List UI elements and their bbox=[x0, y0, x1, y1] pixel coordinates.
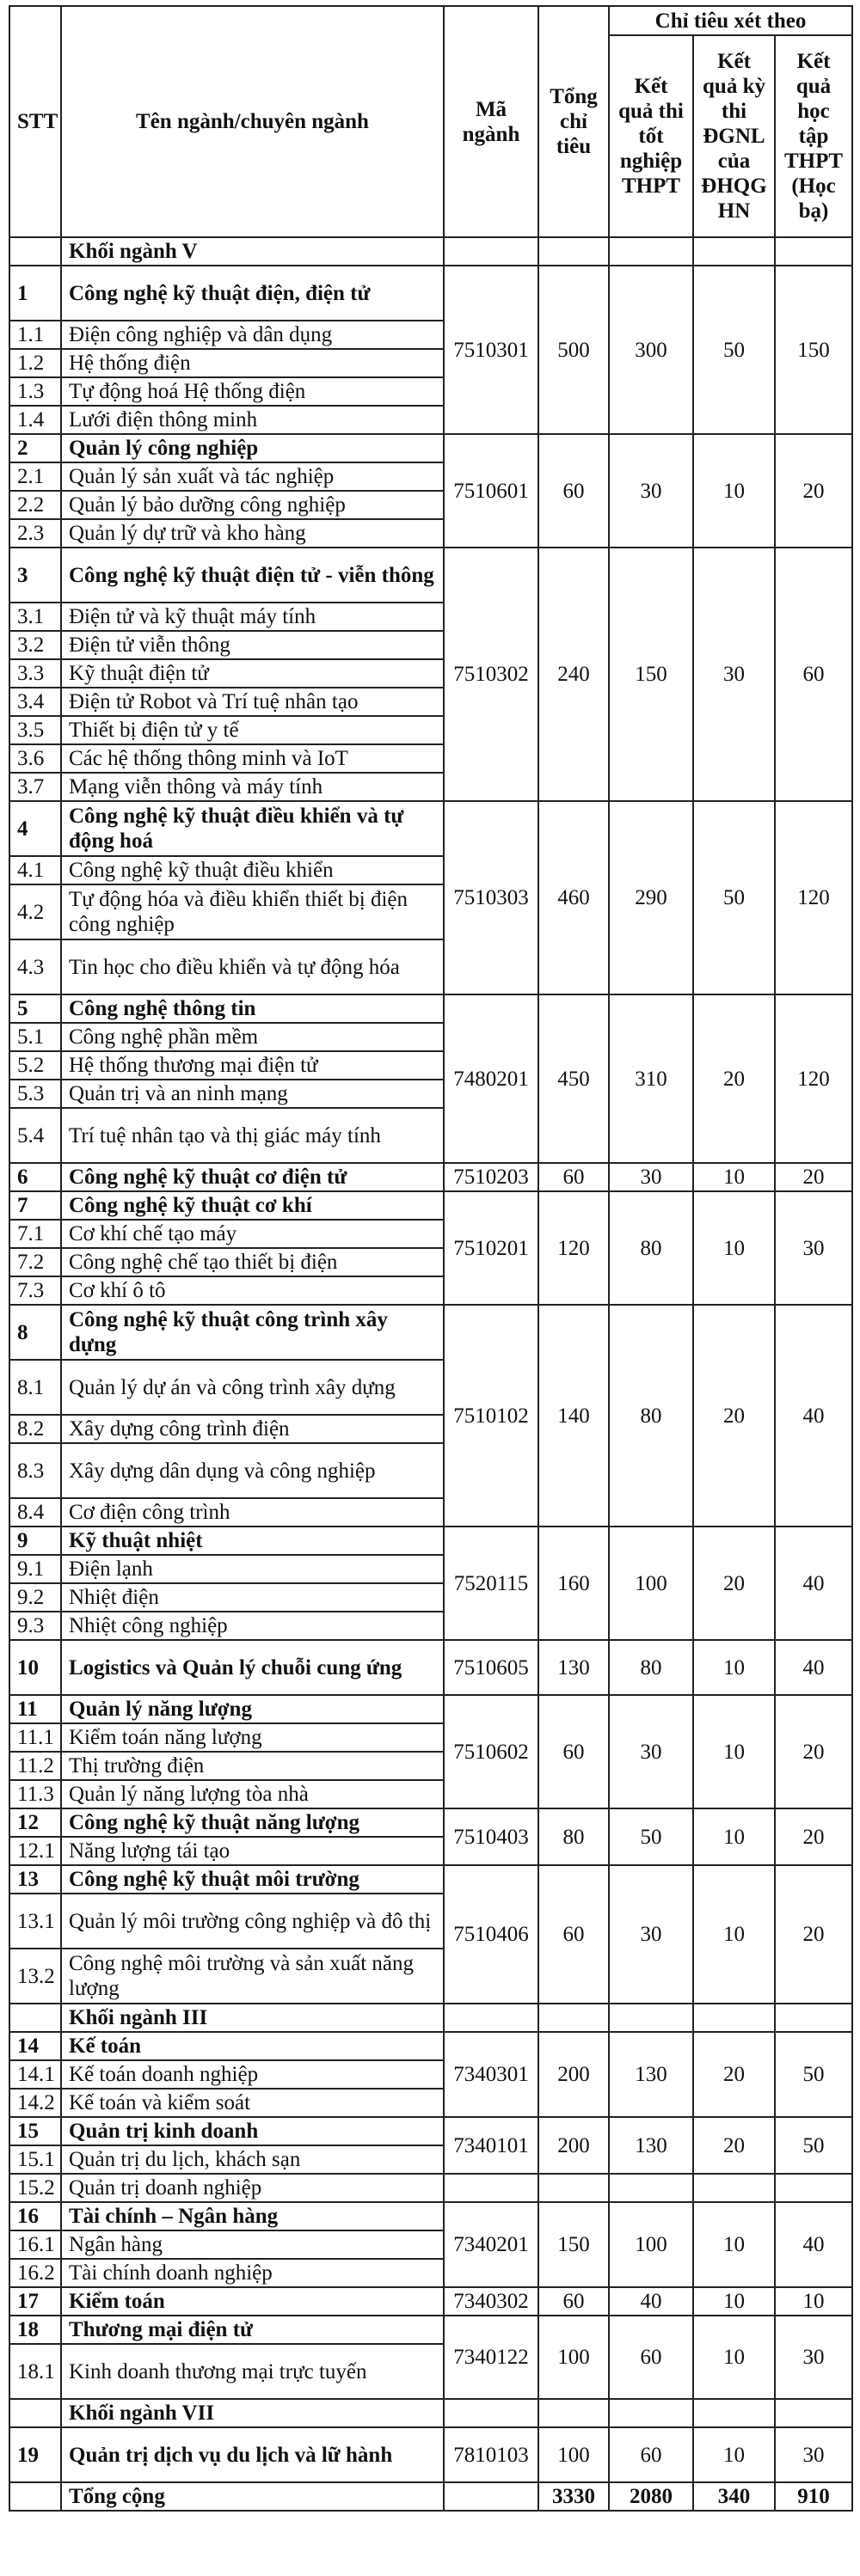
subject-name: Xây dựng dân dụng và công nghiệp bbox=[61, 1443, 444, 1498]
code-cell: 7520115 bbox=[444, 1527, 538, 1640]
stt-cell: 12 bbox=[9, 1808, 61, 1837]
table-row bbox=[9, 2287, 852, 2316]
dgnl-value: 20 bbox=[693, 2117, 775, 2174]
stt-cell: 4.3 bbox=[9, 939, 61, 994]
table-row bbox=[9, 994, 852, 1023]
header-thpt: Kết quả thi tốt nghiệp THPT bbox=[609, 35, 693, 237]
table-row bbox=[9, 2202, 852, 2230]
subject-name: Công nghệ chế tạo thiết bị điện bbox=[61, 1248, 444, 1276]
stt-cell: 2.3 bbox=[9, 519, 61, 548]
stt-cell: 5.1 bbox=[9, 1023, 61, 1051]
subject-name: Mạng viễn thông và máy tính bbox=[61, 773, 444, 801]
subject-name: Kinh doanh thương mại trực tuyến bbox=[61, 2344, 444, 2399]
hocba-value: 30 bbox=[775, 2316, 852, 2399]
total-value: 60 bbox=[538, 2287, 609, 2316]
subject-name: Công nghệ môi trường và sản xuất năng lượng bbox=[61, 1949, 444, 2004]
thpt-value: 50 bbox=[609, 1808, 693, 1865]
total-value: 200 bbox=[538, 2032, 609, 2117]
total-value: 100 bbox=[538, 2427, 609, 2482]
thpt-value: 80 bbox=[609, 1640, 693, 1695]
stt-cell: 3.5 bbox=[9, 716, 61, 744]
empty-cell bbox=[693, 2004, 775, 2032]
subject-name: Điện tử và kỹ thuật máy tính bbox=[61, 603, 444, 631]
stt-cell: 5.2 bbox=[9, 1051, 61, 1080]
empty-cell bbox=[444, 2174, 538, 2202]
stt-cell: 14.1 bbox=[9, 2060, 61, 2089]
hocba-value: 60 bbox=[775, 548, 852, 801]
dgnl-value: 340 bbox=[693, 2482, 775, 2511]
stt-cell: 1.1 bbox=[9, 321, 61, 349]
stt-cell: 5.3 bbox=[9, 1080, 61, 1108]
subject-name: Nhiệt công nghiệp bbox=[61, 1612, 444, 1640]
major-name: Quản trị dịch vụ du lịch và lữ hành bbox=[61, 2427, 444, 2482]
stt-cell: 2 bbox=[9, 434, 61, 462]
code-cell: 7510102 bbox=[444, 1305, 538, 1527]
major-name: Công nghệ kỹ thuật cơ điện tử bbox=[61, 1163, 444, 1191]
group-name: Khối ngành III bbox=[61, 2004, 444, 2032]
table-row bbox=[9, 2316, 852, 2344]
stt-cell: 6 bbox=[9, 1163, 61, 1191]
subject-name: Công nghệ kỹ thuật điều khiển bbox=[61, 856, 444, 884]
subject-name: Kế toán doanh nghiệp bbox=[61, 2060, 444, 2089]
thpt-value: 310 bbox=[609, 994, 693, 1163]
subject-name: Quản lý năng lượng tòa nhà bbox=[61, 1780, 444, 1808]
subject-name: Hệ thống điện bbox=[61, 349, 444, 377]
dgnl-value: 20 bbox=[693, 1527, 775, 1640]
total-value: 3330 bbox=[538, 2482, 609, 2511]
stt-cell bbox=[9, 237, 61, 266]
total-value: 150 bbox=[538, 2202, 609, 2287]
hocba-value: 120 bbox=[775, 801, 852, 994]
code-cell: 7510201 bbox=[444, 1191, 538, 1305]
thpt-value: 30 bbox=[609, 434, 693, 548]
subject-name: Công nghệ phần mềm bbox=[61, 1023, 444, 1051]
stt-cell bbox=[9, 2482, 61, 2511]
dgnl-value: 10 bbox=[693, 2287, 775, 2316]
thpt-value: 100 bbox=[609, 2202, 693, 2287]
thpt-value: 30 bbox=[609, 1865, 693, 2004]
table-header bbox=[9, 6, 852, 237]
dgnl-value: 10 bbox=[693, 1808, 775, 1865]
stt-cell: 11.1 bbox=[9, 1723, 61, 1752]
subject-name: Kỹ thuật điện tử bbox=[61, 659, 444, 688]
subject-name: Tài chính doanh nghiệp bbox=[61, 2259, 444, 2287]
total-label: Tổng cộng bbox=[61, 2482, 444, 2511]
hocba-value: 20 bbox=[775, 1808, 852, 1865]
subject-name: Quản lý môi trường công nghiệp và đô thị bbox=[61, 1894, 444, 1949]
major-name: Công nghệ thông tin bbox=[61, 994, 444, 1023]
total-value: 60 bbox=[538, 1695, 609, 1808]
stt-cell: 1.2 bbox=[9, 349, 61, 377]
thpt-value: 60 bbox=[609, 2427, 693, 2482]
table-body bbox=[9, 237, 852, 2511]
empty-cell bbox=[538, 2399, 609, 2427]
hocba-value: 150 bbox=[775, 266, 852, 434]
stt-cell: 4 bbox=[9, 801, 61, 856]
stt-cell: 5.4 bbox=[9, 1108, 61, 1163]
subject-name: Kế toán và kiểm soát bbox=[61, 2089, 444, 2117]
stt-cell: 9.1 bbox=[9, 1555, 61, 1583]
stt-cell bbox=[9, 2004, 61, 2032]
code-cell: 7510303 bbox=[444, 801, 538, 994]
stt-cell: 19 bbox=[9, 2427, 61, 2482]
table-row bbox=[9, 1163, 852, 1191]
subject-name: Cơ điện công trình bbox=[61, 1498, 444, 1527]
dgnl-value: 50 bbox=[693, 266, 775, 434]
hocba-value: 40 bbox=[775, 1640, 852, 1695]
stt-cell: 3.1 bbox=[9, 603, 61, 631]
header-hocba: Kết quả học tập THPT (Học bạ) bbox=[775, 35, 852, 237]
header-criteria: Chỉ tiêu xét theo bbox=[609, 6, 852, 35]
subject-name: Điện lạnh bbox=[61, 1555, 444, 1583]
total-value: 140 bbox=[538, 1305, 609, 1527]
table-row bbox=[9, 1191, 852, 1220]
major-name: Công nghệ kỹ thuật điều khiển và tự động hoá bbox=[61, 801, 444, 856]
dgnl-value: 10 bbox=[693, 2202, 775, 2287]
stt-cell: 8.4 bbox=[9, 1498, 61, 1527]
dgnl-value: 20 bbox=[693, 2032, 775, 2117]
dgnl-value: 30 bbox=[693, 548, 775, 801]
code-cell: 7340122 bbox=[444, 2316, 538, 2399]
stt-cell: 7.2 bbox=[9, 1248, 61, 1276]
thpt-value: 100 bbox=[609, 1527, 693, 1640]
subject-name: Nhiệt điện bbox=[61, 1583, 444, 1612]
total-value: 130 bbox=[538, 1640, 609, 1695]
code-cell: 7510301 bbox=[444, 266, 538, 434]
total-value: 60 bbox=[538, 1163, 609, 1191]
major-name: Kế toán bbox=[61, 2032, 444, 2060]
code-cell bbox=[444, 2482, 538, 2511]
table-row bbox=[9, 2032, 852, 2060]
subject-name: Quản lý bảo dưỡng công nghiệp bbox=[61, 491, 444, 519]
subject-name: Tự động hoá Hệ thống điện bbox=[61, 377, 444, 406]
empty-cell bbox=[775, 2004, 852, 2032]
stt-cell: 18 bbox=[9, 2316, 61, 2344]
thpt-value: 80 bbox=[609, 1305, 693, 1527]
stt-cell: 15.1 bbox=[9, 2145, 61, 2174]
stt-cell: 17 bbox=[9, 2287, 61, 2316]
hocba-value: 910 bbox=[775, 2482, 852, 2511]
hocba-value: 20 bbox=[775, 1695, 852, 1808]
stt-cell: 4.2 bbox=[9, 884, 61, 939]
total-value: 100 bbox=[538, 2316, 609, 2399]
header-total: Tổng chỉ tiêu bbox=[538, 6, 609, 237]
stt-cell: 16.2 bbox=[9, 2259, 61, 2287]
empty-cell bbox=[775, 2174, 852, 2202]
header-dgnl: Kết quả kỳ thi ĐGNL của ĐHQG HN bbox=[693, 35, 775, 237]
table-row bbox=[9, 2174, 852, 2202]
stt-cell: 9.2 bbox=[9, 1583, 61, 1612]
subject-name: Cơ khí chế tạo máy bbox=[61, 1220, 444, 1248]
group-name: Khối ngành V bbox=[61, 237, 444, 266]
major-name: Công nghệ kỹ thuật môi trường bbox=[61, 1865, 444, 1894]
table-row bbox=[9, 1305, 852, 1360]
dgnl-value: 10 bbox=[693, 1865, 775, 2004]
subject-name: Năng lượng tái tạo bbox=[61, 1837, 444, 1865]
stt-cell: 14.2 bbox=[9, 2089, 61, 2117]
total-value: 240 bbox=[538, 548, 609, 801]
stt-cell: 15 bbox=[9, 2117, 61, 2145]
stt-cell: 15.2 bbox=[9, 2174, 61, 2202]
stt-cell: 8.1 bbox=[9, 1360, 61, 1415]
major-name: Logistics và Quản lý chuỗi cung ứng bbox=[61, 1640, 444, 1695]
major-name: Công nghệ kỹ thuật cơ khí bbox=[61, 1191, 444, 1220]
hocba-value: 40 bbox=[775, 1527, 852, 1640]
subject-name: Trí tuệ nhân tạo và thị giác máy tính bbox=[61, 1108, 444, 1163]
table-row bbox=[9, 548, 852, 603]
subject-name: Quản lý sản xuất và tác nghiệp bbox=[61, 462, 444, 491]
hocba-value: 40 bbox=[775, 1305, 852, 1527]
stt-cell: 16.1 bbox=[9, 2230, 61, 2259]
subject-name: Ngân hàng bbox=[61, 2230, 444, 2259]
group-row bbox=[9, 2004, 852, 2032]
thpt-value: 80 bbox=[609, 1191, 693, 1305]
empty-cell bbox=[444, 2399, 538, 2427]
code-cell: 7340302 bbox=[444, 2287, 538, 2316]
empty-cell bbox=[693, 2174, 775, 2202]
stt-cell: 7.3 bbox=[9, 1276, 61, 1305]
hocba-value: 50 bbox=[775, 2117, 852, 2174]
stt-cell: 3 bbox=[9, 548, 61, 603]
empty-cell bbox=[609, 2399, 693, 2427]
stt-cell: 3.3 bbox=[9, 659, 61, 688]
stt-cell: 5 bbox=[9, 994, 61, 1023]
dgnl-value: 20 bbox=[693, 994, 775, 1163]
header-stt: STT bbox=[9, 6, 61, 237]
total-value: 60 bbox=[538, 1865, 609, 2004]
thpt-value: 60 bbox=[609, 2316, 693, 2399]
stt-cell: 1.3 bbox=[9, 377, 61, 406]
empty-cell bbox=[609, 237, 693, 266]
stt-cell: 8 bbox=[9, 1305, 61, 1360]
subject-name: Điện tử Robot và Trí tuệ nhân tạo bbox=[61, 688, 444, 716]
empty-cell bbox=[775, 2399, 852, 2427]
subject-name: Quản lý dự trữ và kho hàng bbox=[61, 519, 444, 548]
major-name: Công nghệ kỹ thuật năng lượng bbox=[61, 1808, 444, 1837]
stt-cell: 8.3 bbox=[9, 1443, 61, 1498]
thpt-value: 300 bbox=[609, 266, 693, 434]
subject-name: Quản lý dự án và công trình xây dựng bbox=[61, 1360, 444, 1415]
dgnl-value: 10 bbox=[693, 1163, 775, 1191]
table-row bbox=[9, 266, 852, 321]
major-name: Tài chính – Ngân hàng bbox=[61, 2202, 444, 2230]
table-row bbox=[9, 2427, 852, 2482]
code-cell: 7510602 bbox=[444, 1695, 538, 1808]
stt-cell: 18.1 bbox=[9, 2344, 61, 2399]
empty-cell bbox=[609, 2174, 693, 2202]
stt-cell: 7.1 bbox=[9, 1220, 61, 1248]
group-row bbox=[9, 2399, 852, 2427]
stt-cell: 9 bbox=[9, 1527, 61, 1555]
stt-cell: 13 bbox=[9, 1865, 61, 1894]
subject-name: Điện tử viễn thông bbox=[61, 631, 444, 659]
thpt-value: 30 bbox=[609, 1163, 693, 1191]
empty-cell bbox=[538, 2004, 609, 2032]
hocba-value: 20 bbox=[775, 434, 852, 548]
subject-name: Lưới điện thông minh bbox=[61, 406, 444, 434]
stt-cell: 2.1 bbox=[9, 462, 61, 491]
stt-cell: 2.2 bbox=[9, 491, 61, 519]
code-cell: 7510203 bbox=[444, 1163, 538, 1191]
thpt-value: 290 bbox=[609, 801, 693, 994]
hocba-value: 30 bbox=[775, 2427, 852, 2482]
empty-cell bbox=[693, 237, 775, 266]
total-value: 60 bbox=[538, 434, 609, 548]
empty-cell bbox=[444, 2004, 538, 2032]
thpt-value: 130 bbox=[609, 2117, 693, 2174]
stt-cell: 9.3 bbox=[9, 1612, 61, 1640]
stt-cell: 16 bbox=[9, 2202, 61, 2230]
total-value: 500 bbox=[538, 266, 609, 434]
code-cell: 7480201 bbox=[444, 994, 538, 1163]
subject-name: Hệ thống thương mại điện tử bbox=[61, 1051, 444, 1080]
major-name: Thương mại điện tử bbox=[61, 2316, 444, 2344]
total-value: 120 bbox=[538, 1191, 609, 1305]
stt-cell: 1.4 bbox=[9, 406, 61, 434]
dgnl-value: 10 bbox=[693, 1640, 775, 1695]
group-name: Khối ngành VII bbox=[61, 2399, 444, 2427]
table-row bbox=[9, 2117, 852, 2145]
subject-name: Quản trị và an ninh mạng bbox=[61, 1080, 444, 1108]
major-name: Quản lý công nghiệp bbox=[61, 434, 444, 462]
major-name: Kiểm toán bbox=[61, 2287, 444, 2316]
total-value: 160 bbox=[538, 1527, 609, 1640]
major-name: Công nghệ kỹ thuật điện, điện tử bbox=[61, 266, 444, 321]
hocba-value: 120 bbox=[775, 994, 852, 1163]
code-cell: 7340201 bbox=[444, 2202, 538, 2287]
empty-cell bbox=[609, 2004, 693, 2032]
code-cell: 7510406 bbox=[444, 1865, 538, 2004]
empty-cell bbox=[538, 2174, 609, 2202]
dgnl-value: 10 bbox=[693, 434, 775, 548]
total-value: 460 bbox=[538, 801, 609, 994]
empty-cell bbox=[444, 237, 538, 266]
hocba-value: 30 bbox=[775, 1191, 852, 1305]
code-cell: 7340101 bbox=[444, 2117, 538, 2174]
stt-cell: 11.2 bbox=[9, 1752, 61, 1780]
thpt-value: 130 bbox=[609, 2032, 693, 2117]
stt-cell: 4.1 bbox=[9, 856, 61, 884]
empty-cell bbox=[775, 237, 852, 266]
subject-name: Quản trị doanh nghiệp bbox=[61, 2174, 444, 2202]
stt-cell: 13.2 bbox=[9, 1949, 61, 2004]
thpt-value: 2080 bbox=[609, 2482, 693, 2511]
stt-cell: 8.2 bbox=[9, 1415, 61, 1443]
table-row bbox=[9, 434, 852, 462]
subject-name: Cơ khí ô tô bbox=[61, 1276, 444, 1305]
code-cell: 7510601 bbox=[444, 434, 538, 548]
hocba-value: 20 bbox=[775, 1865, 852, 2004]
stt-cell: 1 bbox=[9, 266, 61, 321]
thpt-value: 150 bbox=[609, 548, 693, 801]
stt-cell bbox=[9, 2399, 61, 2427]
stt-cell: 11.3 bbox=[9, 1780, 61, 1808]
table-row bbox=[9, 1865, 852, 1894]
stt-cell: 11 bbox=[9, 1695, 61, 1723]
major-name: Quản lý năng lượng bbox=[61, 1695, 444, 1723]
table-row bbox=[9, 1808, 852, 1837]
dgnl-value: 50 bbox=[693, 801, 775, 994]
subject-name: Tin học cho điều khiển và tự động hóa bbox=[61, 939, 444, 994]
subject-name: Điện công nghiệp và dân dụng bbox=[61, 321, 444, 349]
thpt-value: 30 bbox=[609, 1695, 693, 1808]
subject-name: Quản trị du lịch, khách sạn bbox=[61, 2145, 444, 2174]
stt-cell: 13.1 bbox=[9, 1894, 61, 1949]
hocba-value: 20 bbox=[775, 1163, 852, 1191]
empty-cell bbox=[538, 237, 609, 266]
stt-cell: 3.2 bbox=[9, 631, 61, 659]
table-row bbox=[9, 1640, 852, 1695]
code-cell: 7510403 bbox=[444, 1808, 538, 1865]
stt-cell: 10 bbox=[9, 1640, 61, 1695]
hocba-value: 40 bbox=[775, 2202, 852, 2287]
dgnl-value: 10 bbox=[693, 2427, 775, 2482]
major-name: Công nghệ kỹ thuật công trình xây dựng bbox=[61, 1305, 444, 1360]
hocba-value: 10 bbox=[775, 2287, 852, 2316]
stt-cell: 3.7 bbox=[9, 773, 61, 801]
dgnl-value: 10 bbox=[693, 1695, 775, 1808]
admission-table bbox=[9, 5, 853, 2512]
major-name: Kỹ thuật nhiệt bbox=[61, 1527, 444, 1555]
total-value: 450 bbox=[538, 994, 609, 1163]
header-name: Tên ngành/chuyên ngành bbox=[61, 6, 444, 237]
subject-name: Xây dựng công trình điện bbox=[61, 1415, 444, 1443]
subject-name: Kiểm toán năng lượng bbox=[61, 1723, 444, 1752]
stt-cell: 3.4 bbox=[9, 688, 61, 716]
code-cell: 7510605 bbox=[444, 1640, 538, 1695]
subject-name: Thiết bị điện tử y tế bbox=[61, 716, 444, 744]
subject-name: Tự động hóa và điều khiển thiết bị điện công nghiệp bbox=[61, 884, 444, 939]
code-cell: 7810103 bbox=[444, 2427, 538, 2482]
code-cell: 7510302 bbox=[444, 548, 538, 801]
stt-cell: 3.6 bbox=[9, 744, 61, 773]
empty-cell bbox=[693, 2399, 775, 2427]
total-value: 200 bbox=[538, 2117, 609, 2174]
thpt-value: 40 bbox=[609, 2287, 693, 2316]
table-row bbox=[9, 1695, 852, 1723]
hocba-value: 50 bbox=[775, 2032, 852, 2117]
group-row bbox=[9, 237, 852, 266]
subject-name: Thị trường điện bbox=[61, 1752, 444, 1780]
table-row bbox=[9, 1527, 852, 1555]
dgnl-value: 10 bbox=[693, 1191, 775, 1305]
major-name: Quản trị kinh doanh bbox=[61, 2117, 444, 2145]
stt-cell: 7 bbox=[9, 1191, 61, 1220]
header-code: Mã ngành bbox=[444, 6, 538, 237]
stt-cell: 14 bbox=[9, 2032, 61, 2060]
major-name: Công nghệ kỹ thuật điện tử - viễn thông bbox=[61, 548, 444, 603]
dgnl-value: 20 bbox=[693, 1305, 775, 1527]
table-row bbox=[9, 801, 852, 856]
total-value: 80 bbox=[538, 1808, 609, 1865]
total-row bbox=[9, 2482, 852, 2511]
subject-name: Các hệ thống thông minh và IoT bbox=[61, 744, 444, 773]
stt-cell: 12.1 bbox=[9, 1837, 61, 1865]
code-cell: 7340301 bbox=[444, 2032, 538, 2117]
dgnl-value: 10 bbox=[693, 2316, 775, 2399]
